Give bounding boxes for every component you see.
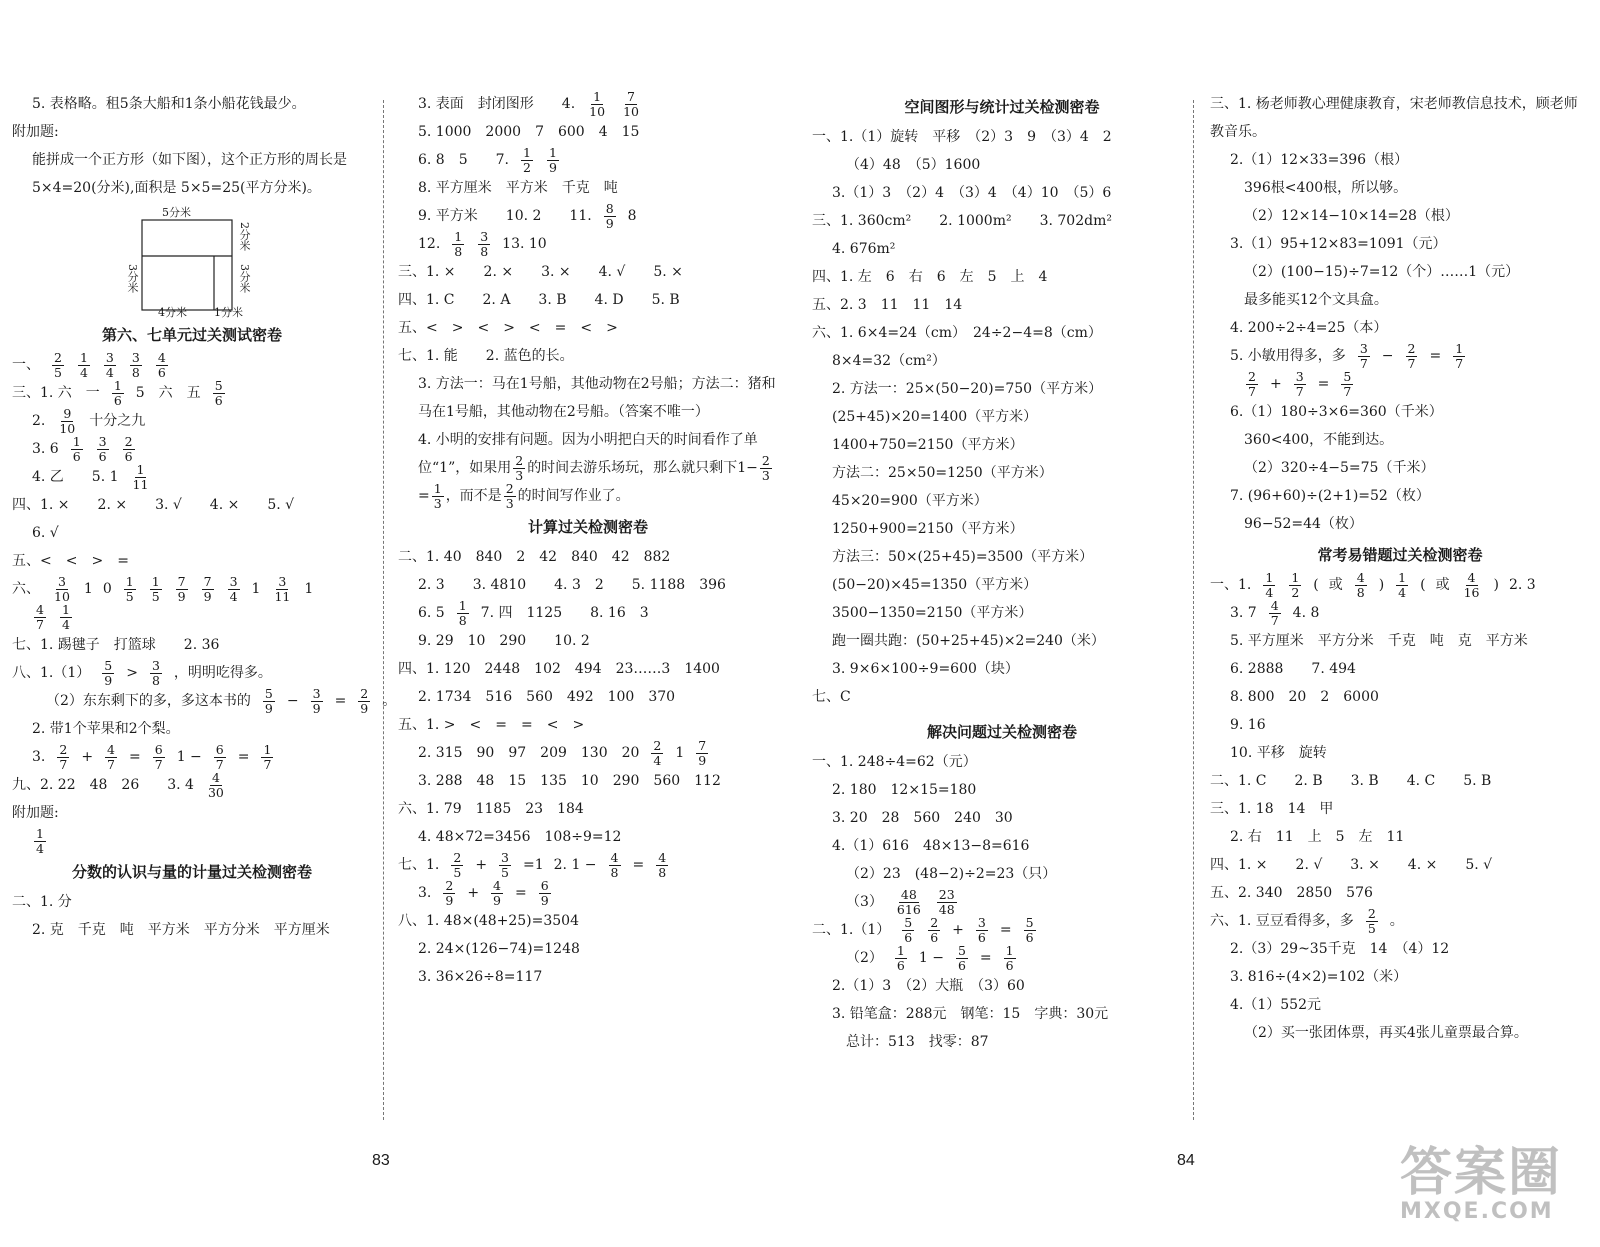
answer-line: 5. 表格略。租5条大船和1条小船花钱最少。 — [32, 95, 306, 112]
answer-line: 2. 180 12×15=180 — [832, 781, 977, 798]
fraction: $\frac{1}{4}$ — [36, 826, 44, 856]
fraction: $\frac{1}{2}$ — [522, 145, 531, 175]
column-divider-3 — [1193, 100, 1194, 1120]
answer-line: 七、C — [812, 688, 851, 705]
answer-line: （2）12×14−10×14=28（根） — [1244, 207, 1459, 224]
fraction: $\frac{4}{7}$ — [1270, 598, 1279, 628]
answer-line: 2. $\frac{9}{10}$ 十分之九 — [32, 406, 146, 436]
answer-line: 五、< > < > < = < > — [398, 319, 618, 336]
answer-line: 三、1. × 2. × 3. × 4. √ 5. × — [398, 263, 683, 280]
answer-line: 3.（1）95+12×83=1091（元） — [1230, 235, 1447, 252]
answer-line: 5. 平方厘米 平方分米 千克 吨 克 平方米 — [1230, 632, 1528, 649]
answer-line: （4）48 （5）1600 — [846, 156, 981, 173]
answer-line: 396根<400根，所以够。 — [1244, 179, 1408, 196]
column-2 — [398, 90, 778, 991]
fraction: $\frac{2}{6}$ — [930, 915, 939, 945]
fraction: $\frac{1}{6}$ — [896, 943, 905, 973]
answer-line: 4.（1）616 48×13−8=616 — [832, 837, 1030, 854]
fraction: $\frac{2}{7}$ — [1407, 341, 1416, 371]
fraction: $\frac{5}{9}$ — [104, 658, 113, 688]
figure-label-bottom1: 4分米 — [158, 306, 187, 319]
fraction: $\frac{9}{10}$ — [59, 406, 76, 436]
answer-line: 2. 方法一：25×(50−20)=750（平方米） — [832, 380, 1103, 397]
answer-line: (50−20)×45=1350（平方米） — [832, 576, 1038, 593]
section-label: 附加题: — [12, 123, 59, 140]
figure-label-top: 5分米 — [162, 206, 191, 219]
answer-line: （2）23 (48−2)÷2=23（只） — [846, 865, 1057, 882]
answer-line: 二、1. C 2. B 3. B 4. C 5. B — [1210, 772, 1492, 789]
answer-line: (25+45)×20=1400（平方米） — [832, 408, 1038, 425]
answer-line: 三、1. 360cm² 2. 1000m² 3. 702dm² — [812, 212, 1112, 229]
fraction: $\frac{7}{9}$ — [203, 574, 212, 604]
fraction: $\frac{2}{3}$ — [515, 453, 524, 483]
answer-line: 九、2. 22 48 26 3. 4 $\frac{4}{30}$ — [12, 770, 224, 800]
answer-line: 五、< < > = — [12, 552, 129, 569]
section-heading: 解决问题过关检测密卷 — [926, 723, 1077, 741]
section-heading: 空间图形与统计过关检测密卷 — [904, 98, 1100, 116]
figure-label-right2: 3分米 — [238, 264, 251, 293]
answer-line: 四、1. 120 2448 102 494 23……3 1400 — [398, 660, 720, 677]
answer-line: 360<400，不能到达。 — [1244, 431, 1394, 448]
answer-line: 12. $\frac{1}{8}$ $\frac{3}{8}$ 13. 10 — [418, 229, 547, 259]
answer-line: 5. 小敏用得多，多 $\frac{3}{7}$ − $\frac{2}{7}$ = $\frac{1}{7}$ — [1230, 341, 1464, 371]
answer-line: 3. 288 48 15 135 10 290 560 112 — [418, 772, 721, 789]
answer-line: 八、1.（1） $\frac{5}{9}$ > $\frac{3}{8}$ ，明明吃得多。 — [12, 658, 272, 688]
fraction: $\frac{1}{8}$ — [454, 229, 463, 259]
answer-line: 2. 315 90 97 209 130 20 $\frac{2}{4}$ 1 $\frac{7}{9}$ — [418, 738, 707, 768]
fraction: $\frac{3}{6}$ — [98, 434, 107, 464]
fraction: $\frac{3}{9}$ — [312, 686, 321, 716]
fraction: $\frac{1}{4}$ — [61, 602, 70, 632]
fraction: $\frac{1}{6}$ — [72, 434, 81, 464]
fraction: $\frac{2}{9}$ — [360, 686, 369, 716]
answer-line: 5. 1000 2000 7 600 4 15 — [418, 123, 640, 140]
answer-line: 9. 平方米 10. 2 11. $\frac{8}{9}$ 8 — [418, 201, 637, 231]
answer-line: 能拼成一个正方形（如下图），这个正方形的周长是 5×4=20(分米),面积是 5×5=25(平方分米)。 — [32, 152, 347, 196]
fraction: $\frac{3}{10}$ — [54, 574, 70, 604]
answer-line: 4. 676m² — [832, 240, 896, 257]
answer-line: 二、1. 40 840 2 42 840 42 882 — [398, 548, 671, 565]
answer-line: 9. 16 — [1230, 716, 1266, 733]
fraction: $\frac{1}{3}$ — [433, 481, 442, 511]
fraction: $\frac{4}{9}$ — [493, 878, 501, 908]
fraction: $\frac{2}{4}$ — [653, 738, 662, 768]
answer-line: 方法三：50×(25+45)=3500（平方米） — [832, 548, 1094, 565]
fraction: $\frac{3}{5}$ — [501, 850, 509, 880]
fraction: $\frac{23}{48}$ — [938, 887, 955, 917]
fraction: $\frac{1}{4}$ — [1265, 570, 1274, 600]
fraction: $\frac{7}{10}$ — [623, 89, 639, 119]
fraction: $\frac{3}{7}$ — [1295, 369, 1304, 399]
watermark-logo — [1400, 1130, 1580, 1240]
answer-line: 三、1. 18 14 甲 — [1210, 800, 1334, 817]
answer-line: 4. 200÷2÷4=25（本） — [1230, 319, 1388, 336]
answer-line — [12, 351, 372, 379]
answer-line: 6. √ — [32, 524, 59, 541]
answer-line: 2.（3）29~35千克 14 （4）12 — [1230, 940, 1450, 957]
answer-line: 3. 7 $\frac{4}{7}$ 4. 8 — [1230, 598, 1320, 628]
answer-line: 8. 800 20 2 6000 — [1230, 688, 1379, 705]
answer-line: 2. 右 11 上 5 左 11 — [1230, 828, 1405, 845]
fraction: $\frac{1}{5}$ — [151, 574, 160, 604]
figure-label-bottom2: 1分米 — [214, 306, 243, 319]
answer-line: 一、1.（1）旋转 平移 （2）3 9 （3）4 2 — [812, 128, 1112, 145]
answer-line: 7. (96+60)÷(2+1)=52（枚） — [1230, 487, 1430, 504]
answer-line: 2. 24×(126−74)=1248 — [418, 940, 580, 957]
fraction: $\frac{1}{8}$ — [458, 598, 467, 628]
fraction: $\frac{6}{9}$ — [540, 878, 549, 908]
answer-line: 六、1. 6×4=24（cm） 24÷2−4=8（cm） — [812, 324, 1102, 341]
answer-line: 8×4=32（cm²） — [832, 352, 946, 369]
answer-line: 6.（1）180÷3×6=360（千米） — [1230, 403, 1443, 420]
answer-line: 最多能买12个文具盒。 — [1244, 291, 1388, 308]
fraction: $\frac{4}{7}$ — [107, 742, 115, 772]
answer-line: 方法二：25×50=1250（平方米） — [832, 464, 1053, 481]
fraction: $\frac{8}{9}$ — [605, 201, 614, 231]
fraction: $\frac{3}{6}$ — [977, 915, 986, 945]
fraction: $\frac{1}{5}$ — [125, 574, 134, 604]
fraction: $\frac{2}{9}$ — [445, 878, 454, 908]
answer-line: 四、1. × 2. × 3. √ 4. × 5. √ — [12, 496, 295, 513]
answer-line: 3. 20 28 560 240 30 — [832, 809, 1013, 826]
section-heading: 常考易错题过关检测密卷 — [1317, 546, 1483, 564]
answer-line: 四、1. × 2. √ 3. × 4. × 5. √ — [1210, 856, 1493, 873]
fraction: $\frac{2}{5}$ — [54, 350, 62, 380]
answer-line: 2.（1）3 （2）大瓶 （3）60 — [832, 977, 1025, 994]
fraction: $\frac{3}{8}$ — [480, 229, 489, 259]
column-4 — [1210, 90, 1590, 1047]
fraction: $\frac{2}{7}$ — [1248, 369, 1256, 399]
fraction: $\frac{1}{4}$ — [79, 350, 88, 380]
fraction: $\frac{1}{7}$ — [1455, 341, 1464, 371]
fraction: $\frac{3}{11}$ — [274, 574, 291, 604]
answer-line: 3. 816÷(4×2)=102（米） — [1230, 968, 1408, 985]
fraction: $\frac{1}{2}$ — [1291, 570, 1300, 600]
fraction: $\frac{4}{16}$ — [1463, 570, 1480, 600]
fraction: $\frac{1}{4}$ — [1398, 570, 1407, 600]
answer-line: 一、1. 248÷4=62（元） — [812, 753, 977, 770]
fraction: $\frac{5}{6}$ — [957, 943, 966, 973]
fraction: $\frac{2}{5}$ — [1367, 906, 1376, 936]
answer-line: 七、1. $\frac{2}{5}$ + $\frac{3}{5}$ =1 2. 1 − $\frac{4}{8}$ = $\frac{4}{8}$ — [398, 850, 667, 880]
fraction: $\frac{5}{7}$ — [1343, 369, 1352, 399]
answer-line: 3500−1350=2150（平方米） — [832, 604, 1033, 621]
answer-line: 五、2. 3 11 11 14 — [812, 296, 963, 313]
section-heading: 计算过关检测密卷 — [527, 518, 648, 536]
fraction: $\frac{1}{10}$ — [589, 89, 606, 119]
fraction: $\frac{2}{3}$ — [761, 453, 770, 483]
fraction: $\frac{4}{7}$ — [36, 602, 44, 632]
fraction: $\frac{7}{9}$ — [698, 738, 707, 768]
figure-label-right1: 2分米 — [238, 222, 251, 251]
answer-line: 总计：513 找零：87 — [846, 1033, 989, 1050]
answer-line: 4.（1）552元 — [1230, 996, 1321, 1013]
fraction: $\frac{3}{4}$ — [105, 350, 114, 380]
fraction: $\frac{6}{7}$ — [215, 742, 224, 772]
answer-line: 六、 $\frac{3}{10}$ 1 0 $\frac{1}{5}$ $\frac{1}{5}$ $\frac{7}{9}$ $\frac{7}{9}$ $\frac{3}{4}$ 1 $\frac{3}{11}$ 1 — [12, 574, 314, 604]
answer-line: 七、1. 踢毽子 打篮球 2. 36 — [12, 636, 220, 653]
fraction: $\frac{3}{7}$ — [1359, 341, 1368, 371]
fraction: $\frac{3}{4}$ — [229, 574, 238, 604]
square-figure — [122, 208, 272, 318]
fraction: $\frac{4}{8}$ — [658, 850, 667, 880]
answer-line: 2. 3 3. 4810 4. 3 2 5. 1188 396 — [418, 576, 726, 593]
answer-line: 二、1.（1） $\frac{5}{6}$ $\frac{2}{6}$ + $\frac{3}{6}$ = $\frac{5}{6}$ — [812, 915, 1034, 945]
answer-line: 四、1. 左 6 右 6 左 5 上 4 — [812, 268, 1048, 285]
item-label: 一、 — [12, 356, 40, 373]
fraction: $\frac{7}{9}$ — [177, 574, 186, 604]
answer-line: 6. 5 $\frac{1}{8}$ 7. 四 1125 8. 16 3 — [418, 598, 649, 628]
answer-line: 3. 铅笔盒：288元 钢笔：15 字典：30元 — [832, 1005, 1109, 1022]
answer-line: （2）买一张团体票，再买4张儿童票最合算。 — [1244, 1024, 1528, 1041]
column-divider-1 — [383, 100, 384, 1120]
answer-line: （2）(100−15)÷7=12（个）……1（元） — [1244, 263, 1520, 280]
answer-line: 2. 克 千克 吨 平方米 平方分米 平方厘米 — [32, 921, 330, 938]
answer-line: 四、1. C 2. A 3. B 4. D 5. B — [398, 291, 680, 308]
page-number-left: 83 — [372, 1152, 390, 1169]
fraction: $\frac{6}{7}$ — [154, 742, 163, 772]
answer-line: 10. 平移 旋转 — [1230, 744, 1327, 761]
answer-line: 3. $\frac{2}{7}$ + $\frac{4}{7}$ = $\frac{6}{7}$ 1 − $\frac{6}{7}$ = $\frac{1}{7}$ — [32, 742, 272, 772]
fraction: $\frac{1}{9}$ — [548, 145, 557, 175]
page-number-right: 84 — [1177, 1152, 1195, 1169]
answer-line: 4. 48×72=3456 108÷9=12 — [418, 828, 622, 845]
answer-line: 96−52=44（枚） — [1244, 515, 1363, 532]
answer-line: 二、1. 分 — [12, 893, 72, 910]
fraction: $\frac{2}{3}$ — [505, 481, 514, 511]
answer-line: 三、1. 杨老师教心理健康教育，宋老师教信息技术，顾老师教音乐。 — [1210, 96, 1578, 140]
answer-line: 跑一圈共跑：(50+25+45)×2=240（米） — [832, 632, 1105, 649]
answer-line: （3） $\frac{48}{616}$ $\frac{23}{48}$ — [846, 887, 955, 917]
answer-line: 45×20=900（平方米） — [832, 492, 988, 509]
answer-line: （2）东东剩下的多，多这本书的 $\frac{5}{9}$ − $\frac{3}{9}$ = $\frac{2}{9}$ 。 — [46, 686, 397, 716]
fraction: $\frac{1}{11}$ — [132, 462, 149, 492]
answer-line: 8. 平方厘米 平方米 千克 吨 — [418, 179, 618, 196]
answer-line: 六、1. 79 1185 23 184 — [398, 800, 584, 817]
section-label: 附加题: — [12, 804, 59, 821]
fraction: $\frac{4}{6}$ — [157, 350, 166, 380]
fraction: $\frac{3}{8}$ — [131, 350, 140, 380]
watermark-text: 答案圈 — [1400, 1143, 1563, 1203]
fraction: $\frac{5}{6}$ — [214, 378, 223, 408]
answer-line: 八、1. 48×(48+25)=3504 — [398, 912, 579, 929]
column-3 — [812, 90, 1192, 1056]
answer-line: 1400+750=2150（平方米） — [832, 436, 1024, 453]
section-heading: 分数的认识与量的计量过关检测密卷 — [71, 863, 312, 881]
answer-line: 3. 表面 封闭图形 4. $\frac{1}{10}$ $\frac{7}{10}$ — [418, 89, 639, 119]
fraction: $\frac{2}{6}$ — [124, 434, 133, 464]
answer-line: 三、1. 六 一 $\frac{1}{6}$ 5 六 五 $\frac{5}{6}$ — [12, 378, 223, 408]
fraction: $\frac{4}{30}$ — [207, 770, 224, 800]
section-heading: 第六、七单元过关测试密卷 — [101, 326, 282, 344]
answer-line: 6. 8 5 7. $\frac{1}{2}$ $\frac{1}{9}$ — [418, 145, 557, 175]
fraction: $\frac{48}{616}$ — [896, 887, 921, 917]
figure-label-left: 3分米 — [126, 264, 139, 293]
fraction: $\frac{5}{6}$ — [904, 915, 913, 945]
answer-line: $\frac{2}{7}$ + $\frac{3}{7}$ = $\frac{5}{7}$ — [1248, 369, 1352, 399]
fraction: $\frac{3}{8}$ — [151, 658, 160, 688]
fraction: $\frac{2}{7}$ — [59, 742, 68, 772]
answer-line: 六、1. 豆豆看得多，多 $\frac{2}{5}$ 。 — [1210, 906, 1404, 936]
answer-line: 3.（1）3 （2）4 （3）4 （4）10 （5）6 — [832, 184, 1112, 201]
answer-line: 3. 方法一：马在1号船，其他动物在2号船；方法二：猪和马在1号船，其他动物在2号船。（答案不唯一） — [418, 376, 776, 420]
answer-line: 2. 1734 516 560 492 100 370 — [418, 688, 676, 705]
answer-line: （2）320÷4−5=75（千米） — [1244, 459, 1435, 476]
answer-line: 9. 29 10 290 10. 2 — [418, 632, 590, 649]
answer-line: 4. 小明的安排有问题。因为小明把白天的时间看作了单位“1”，如果用 $\frac{2}{3}$ 的时间去游乐场玩，那么就只剩下1− $\frac{2}{3}$ = $\frac{1}{3}$ ，而不是 $\frac{2}{3}$ 的时间写作业了。 — [418, 432, 770, 511]
answer-line: 4. 乙 5. 1 $\frac{1}{11}$ — [32, 462, 149, 492]
answer-line: 3. 6 $\frac{1}{6}$ $\frac{3}{6}$ $\frac{2}{6}$ — [32, 434, 133, 464]
answer-line: 五、2. 340 2850 576 — [1210, 884, 1373, 901]
fraction: $\frac{2}{5}$ — [453, 850, 462, 880]
answer-line: 2. 带1个苹果和2个梨。 — [32, 720, 180, 737]
answer-line: 一、1. $\frac{1}{4}$ $\frac{1}{2}$ ( 或 $\frac{4}{8}$ ) $\frac{1}{4}$ ( 或 $\frac{4}{16}$ ) 2. 3 — [1210, 570, 1536, 600]
answer-line — [12, 603, 372, 631]
fraction: $\frac{5}{9}$ — [264, 686, 273, 716]
answer-line: 3. 9×6×100÷9=600（块） — [832, 660, 1019, 677]
fraction: $\frac{1}{6}$ — [1005, 943, 1014, 973]
answer-line: 2.（1）12×33=396（根） — [1230, 151, 1409, 168]
fraction: $\frac{1}{7}$ — [263, 742, 272, 772]
answer-line: （2） $\frac{1}{6}$ 1 − $\frac{5}{6}$ = $\frac{1}{6}$ — [846, 943, 1014, 973]
answer-line: 6. 2888 7. 494 — [1230, 660, 1356, 677]
answer-line: 1250+900=2150（平方米） — [832, 520, 1024, 537]
fraction: $\frac{5}{6}$ — [1025, 915, 1034, 945]
watermark-url: MXQE.COM — [1400, 1199, 1554, 1224]
fraction: $\frac{4}{8}$ — [610, 850, 619, 880]
column-1 — [12, 90, 397, 944]
answer-line: 五、1. > < = = < > — [398, 716, 585, 733]
answer-line: 3. 36×26÷8=117 — [418, 968, 543, 985]
fraction: $\frac{4}{8}$ — [1356, 570, 1365, 600]
answer-line: 七、1. 能 2. 蓝色的长。 — [398, 347, 574, 364]
answer-line — [12, 827, 372, 855]
fraction: $\frac{1}{6}$ — [113, 378, 122, 408]
answer-line: 3. $\frac{2}{9}$ + $\frac{4}{9}$ = $\frac{6}{9}$ — [418, 878, 549, 908]
